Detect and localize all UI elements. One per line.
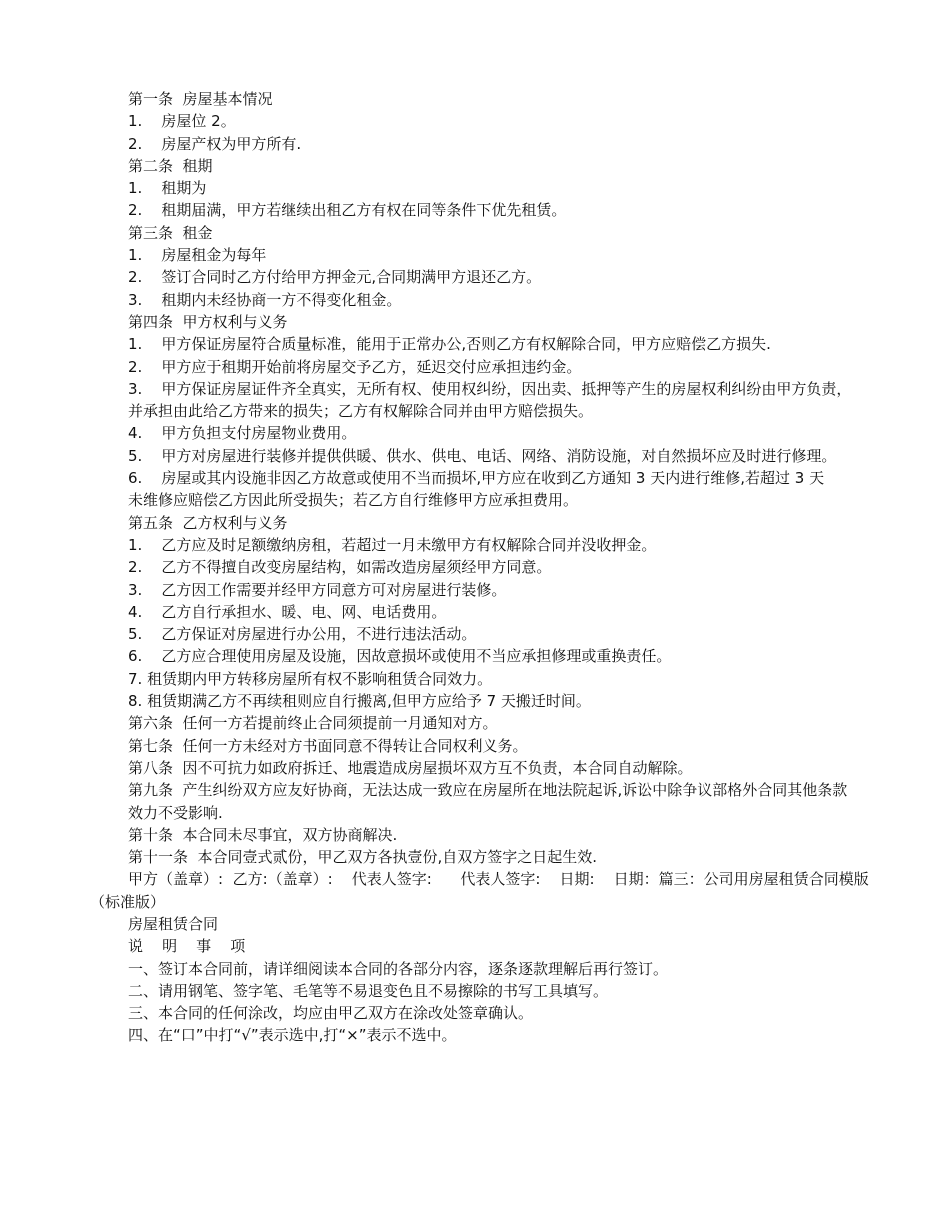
text-line: 6. 房屋或其内设施非因乙方故意或使用不当而损坏,甲方应在收到乙方通知 3 天内进行维修,若超过 3 天	[128, 469, 825, 488]
text-line: 第二条 租期	[128, 156, 213, 175]
text-line: 未维修应赔偿乙方因此所受损失；若乙方自行维修甲方应承担费用。	[128, 491, 579, 510]
text-line: 1. 租期为	[128, 179, 207, 198]
text-line: 2. 租期届满，甲方若继续出租乙方有权在同等条件下优先租赁。	[128, 201, 567, 220]
text-line: 第十条 本合同未尽事宜，双方协商解决.	[128, 825, 398, 844]
text-line: 1. 房屋租金为每年	[128, 246, 267, 265]
text-line: 2. 签订合同时乙方付给甲方押金元,合同期满甲方退还乙方。	[128, 268, 542, 287]
text-line: 3. 租期内未经协商一方不得变化租金。	[128, 290, 402, 309]
document-body	[90, 88, 870, 1047]
text-line: 2. 房屋产权为甲方所有.	[128, 134, 302, 153]
text-line: 7. 租赁期内甲方转移房屋所有权不影响租赁合同效力。	[128, 669, 493, 688]
text-line: 4. 甲方负担支付房屋物业费用。	[128, 424, 357, 443]
text-line: 第八条 因不可抗力如政府拆迁、地震造成房屋损坏双方互不负责，本合同自动解除。	[128, 758, 693, 777]
text-line: 甲方（盖章）: 乙方:（盖章）: 代表人签字: 代表人签字: 日期: 日期：篇三：公司用房屋租赁合同模版（标准版）	[90, 870, 869, 911]
text-line: 6. 乙方应合理使用房屋及设施，因故意损坏或使用不当应承担修理或重换责任。	[128, 647, 672, 666]
text-line: 第三条 租金	[128, 223, 213, 242]
text-line: 第六条 任何一方若提前终止合同须提前一月通知对方。	[128, 714, 498, 733]
text-line: 5. 乙方保证对房屋进行办公用，不进行违法活动。	[128, 625, 477, 644]
text-line: 5. 甲方对房屋进行装修并提供供暖、供水、供电、电话、网络、消防设施，对自然损坏应及时进行修理。	[128, 446, 837, 465]
text-line: 三、本合同的任何涂改，均应由甲乙双方在涂改处签章确认。	[128, 1004, 534, 1023]
text-line: 1. 房屋位 2。	[128, 112, 236, 131]
text-line: 1. 甲方保证房屋符合质量标准，能用于正常办公,否则乙方有权解除合同，甲方应赔偿乙方损失.	[128, 335, 771, 354]
text-line: 第七条 任何一方未经对方书面同意不得转让合同权利义务。	[128, 736, 528, 755]
text-line: 3. 乙方因工作需要并经甲方同意方可对房屋进行装修。	[128, 580, 507, 599]
text-line: 8. 租赁期满乙方不再续租则应自行搬离,但甲方应给予 7 天搬迁时间。	[128, 692, 591, 711]
text-line: 第五条 乙方权利与义务	[128, 513, 288, 532]
text-line: 第一条 房屋基本情况	[128, 90, 273, 108]
text-line: 并承担由此给乙方带来的损失；乙方有权解除合同并由甲方赔偿损失。	[128, 402, 594, 421]
text-line: 1. 乙方应及时足额缴纳房租，若超过一月未缴甲方有权解除合同并没收押金。	[128, 535, 657, 554]
text-line: 3. 甲方保证房屋证件齐全真实，无所有权、使用权纠纷，因出卖、抵押等产生的房屋权利纠纷由甲方负责，	[128, 379, 852, 398]
text-line: 4. 乙方自行承担水、暖、电、网、电话费用。	[128, 602, 447, 621]
text-line: 第九条 产生纠纷双方应友好协商，无法达成一致应在房屋所在地法院起诉,诉讼中除争议部格外合同其他条款	[128, 781, 848, 800]
text-line: 2. 甲方应于租期开始前将房屋交予乙方，延迟交付应承担违约金。	[128, 357, 582, 376]
text-line: 第十一条 本合同壹式贰份，甲乙双方各执壹份,自双方签字之日起生效.	[128, 848, 598, 867]
text-line: 说 明 事 项	[128, 937, 246, 956]
text-line: 四、在“口”中打“√”表示选中,打“×”表示不选中。	[128, 1026, 457, 1045]
text-line: 2. 乙方不得擅自改变房屋结构，如需改造房屋须经甲方同意。	[128, 558, 552, 577]
text-line: 房屋租赁合同	[128, 914, 219, 933]
document-page	[90, 88, 870, 1047]
text-line: 一、签订本合同前，请详细阅读本合同的各部分内容，逐条逐款理解后再行签订。	[128, 959, 669, 978]
text-line: 第四条 甲方权利与义务	[128, 312, 288, 331]
text-line: 二、请用钢笔、签字笔、毛笔等不易退变色且不易擦除的书写工具填写。	[128, 981, 609, 1000]
text-line: 效力不受影响.	[128, 803, 223, 822]
